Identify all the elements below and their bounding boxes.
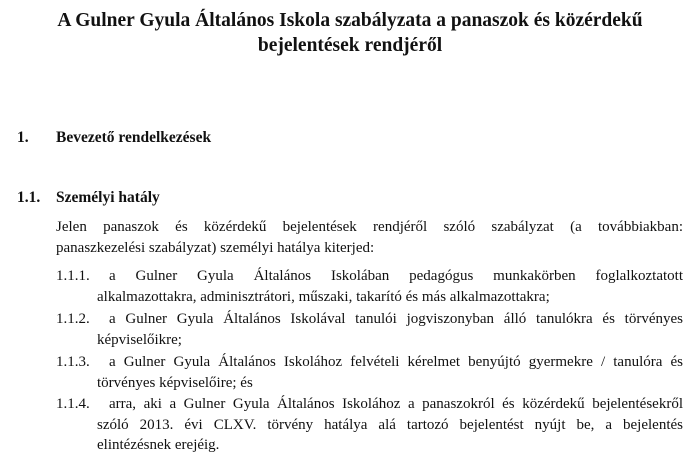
section-1-1-number: 1.1. bbox=[17, 189, 41, 206]
item-number-1-1-2: 1.1.2. bbox=[56, 311, 90, 327]
item-number-1-1-1: 1.1.1. bbox=[56, 268, 90, 284]
item-number-1-1-4: 1.1.4. bbox=[56, 396, 90, 412]
title-line-2: bejelentések rendjéről bbox=[257, 35, 443, 56]
section-1-1-heading: Személyi hatály bbox=[56, 189, 160, 206]
item-1-1-4-line-2: szóló 2013. évi CLXV. törvény hatálya alá tartozó bejelentést nyújt be, a bejelentés bbox=[97, 416, 683, 433]
document-title bbox=[0, 8, 700, 58]
item-1-1-1-line-1: a Gulner Gyula Általános Iskolában pedagógus munkakörben foglalkoztatott bbox=[109, 268, 683, 284]
item-1-1-3-line-2: törvényes képviselőire; és bbox=[97, 374, 253, 391]
list-item bbox=[97, 266, 683, 307]
item-number-1-1-3: 1.1.3. bbox=[56, 354, 90, 370]
item-1-1-4-line-1: arra, aki a Gulner Gyula Általános Iskolához a panaszokról és közérdekű bejelentésekről bbox=[109, 396, 683, 412]
section-1-number: 1. bbox=[17, 129, 29, 146]
intro-paragraph bbox=[56, 217, 683, 258]
section-1-heading: Bevezető rendelkezések bbox=[56, 129, 212, 146]
intro-line-1: Jelen panaszok és közérdekű bejelentések rendjéről szóló szabályzat (a továbbiakban: bbox=[56, 219, 683, 235]
intro-line-2: panaszkezelési szabályzat) személyi hatálya kiterjed: bbox=[56, 239, 375, 256]
item-1-1-4-line-3: elintézésnek erejéig. bbox=[97, 437, 220, 453]
item-1-1-3-line-1: a Gulner Gyula Általános Iskolához felvételi kérelmet benyújtó gyermekre / tanulóra és bbox=[109, 354, 683, 370]
item-1-1-2-line-1: a Gulner Gyula Általános Iskolával tanulói jogviszonyban álló tanulókra és törvényes bbox=[109, 311, 683, 327]
title-line-1: A Gulner Gyula Általános Iskola szabályzata a panaszok és közérdekű bbox=[57, 10, 643, 31]
item-1-1-2-line-2: képviselőikre; bbox=[97, 331, 182, 348]
list-item bbox=[97, 352, 683, 393]
list-item bbox=[97, 394, 683, 456]
list-item bbox=[97, 309, 683, 350]
item-1-1-1-line-2: alkalmazottakra, adminisztrátori, műszaki, takarító és más alkalmazottakra; bbox=[97, 288, 550, 305]
